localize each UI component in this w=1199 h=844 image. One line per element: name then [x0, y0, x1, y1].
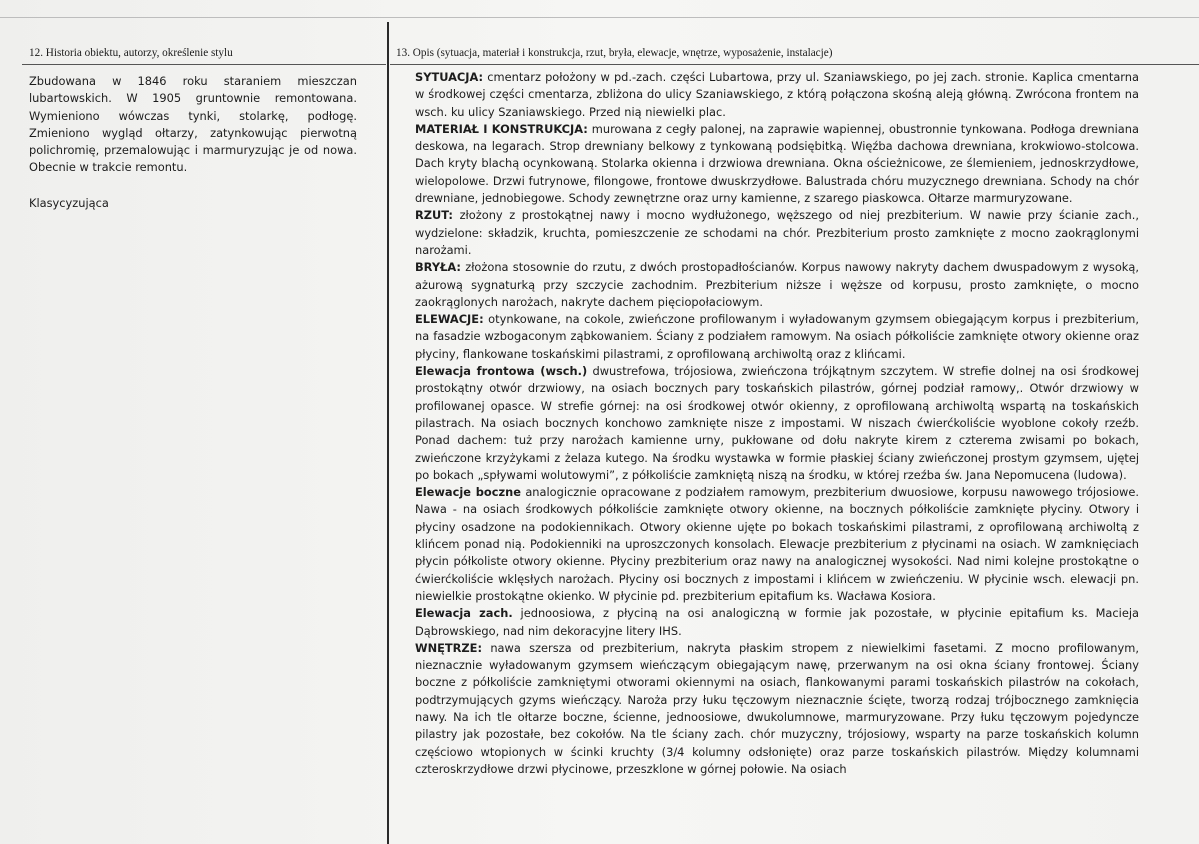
label-west-elevation: Elewacja zach. [415, 606, 513, 621]
text-west-elevation: jednoosiowa, z płyciną na osi analogiczną w formie jak pozostałe, w płycinie epitafium ks. Macieja Dąbrowskiego, nad nim dekoracyjne litery IHS. [415, 606, 1139, 638]
label-side-elevations: Elewacje boczne [415, 485, 521, 500]
section-12-heading: 12. Historia obiektu, autorzy, określenie stylu [29, 47, 233, 59]
description-column [415, 69, 1139, 778]
paragraph-side-elevations [415, 484, 1139, 605]
paragraph-massing [415, 259, 1139, 311]
history-column [29, 73, 357, 212]
paragraph-plan [415, 207, 1139, 259]
text-interior: nawa szersza od prezbiterium, nakryta płaskim stropem z niewielkimi fasetami. Z mocno profilowanym, nieznacznie wyładowanym gzymsem wieńczącym obiegającym nawę, przerwanym na osi okna ściany frontowej. Ściany boczne z półkoliście zamkniętymi otworami okiennymi na osiach, flankowanymi parami toskańskich pilastrów na cokołach, podtrzymujących gzyms wieńczący. Naroża przy łuku tęczowym nieznacznie ścięte, tworzą rodzaj trójbocznego zamknięcia nawy. Na ich tle ołtarze boczne, ścienne, jednoosiowe, dwukolumnowe, marmuryzowane. Przy łuku tęczowym pojedyncze pilastry jak pozostałe, bez cokołów. Na tle ściany zach. chór muzyczny, trójosiowy, wsparty na parze toskańskich kolumn częściowo wtopionych w ścinki kruchty (3/4 kolumny odsłonięte) oraz parze toskańskich pilastrów. Między kolumnami czteroskrzydłowe drzwi płycinowe, przeszklone w górnej połowie. Na osiach [415, 640, 1139, 776]
text-side-elevations: analogicznie opracowane z podziałem ramowym, prezbiterium dwuosiowe, korpusu nawowego trójosiowe. Nawa - na osiach środkowych półkoliście zamknięte otwory okienne, na bocznych półkoliście zamknięte płyciny. Otwory i płyciny osadzone na podokiennikach. Otwory okienne ujęte po bokach toskańskimi pilastrami, z oprofilowaną archiwoltą z klińcem ponad nią. Podokienniki na uproszczonych konsolach. Elewacje prezbiterium z płycinami na osiach. W zamknięciach płycin półkoliste otwory okienne. Płyciny prezbiterium oraz nawy na analogicznej wysokości. Nad nimi kolejne prostokątne o ćwierćkoliście wklęsłych narożach. Płyciny osi bocznych z impostami i klińcem w zwieńczeniu. W płycinie wsch. elewacji pn. niewielkie prostokątne okienko. W płycinie pd. prezbiterium epitafium ks. Wacława Kosiora. [415, 485, 1139, 603]
paragraph-elevations [415, 311, 1139, 363]
paragraph-west-elevation [415, 605, 1139, 640]
paragraph-interior [415, 640, 1139, 778]
style-text: Klasycyzująca [29, 195, 109, 210]
left-header-rule [22, 64, 386, 65]
label-material: MATERIAŁ I KONSTRUKCJA: [415, 121, 588, 136]
text-massing: złożona stosownie do rzutu, z dwóch prostopadłościanów. Korpus nawowy nakryty dachem dwuspadowym z wysoką, ażurową sygnaturką przy szczycie zachodnim. Prezbiterium niższe i węższe od korpusu, prosto zamknięte, o mocno zaokrąglonych narożach, nakryte dachem pięciopołaciowym. [415, 260, 1139, 309]
text-material: murowana z cegły palonej, na zaprawie wapiennej, obustronnie tynkowana. Podłoga drewniana deskowa, na legarach. Strop drewniany belkowy z tynkowaną podsiębitką. Więźba dachowa drewniana, krokwiowo-stolcowa. Dach kryty blachą ocynkowaną. Stolarka okienna i drzwiowa drewniana. Okna ościeżnicowe, ze ślemieniem, jednoskrzydłowe, wielopolowe. Drzwi futrynowe, filongowe, frontowe dwuskrzydłowe. Balustrada chóru muzycznego drewniana. Schody na chór drewniane, jednobiegowe. Schody zewnętrzne oraz urny kamienne, z szarego piaskowca. Ołtarze marmuryzowane. [415, 121, 1139, 206]
right-header-rule [390, 64, 1199, 65]
paragraph-front-elevation [415, 363, 1139, 484]
section-13-heading: 13. Opis (sytuacja, materiał i konstrukcja, rzut, bryła, elewacje, wnętrze, wyposażenie, instalacje) [396, 47, 833, 59]
label-interior: WNĘTRZE: [415, 640, 483, 655]
label-situation: SYTUACJA: [415, 70, 484, 84]
text-elevations: otynkowane, na cokole, zwieńczone profilowanym i wyładowanym gzymsem obiegającym korpus i prezbiterium, na fasadzie wzbogaconym ząbkowaniem. Ściany z podziałem ramowym. Na osiach półkoliście zamknięte otwory okienne oraz płyciny, flankowane toskańskimi pilastrami, z oprofilowaną archiwoltą oraz z klińcami. [415, 312, 1139, 361]
label-massing: BRYŁA: [415, 260, 461, 275]
paragraph-situation [415, 69, 1139, 121]
history-text: Zbudowana w 1846 roku staraniem mieszczan lubartowskich. W 1905 gruntownie remontowana. Wymieniono wówczas tynki, stolarkę, podłogę. Zmieniono wygląd ołtarzy, zatynkowując pierwotną polichromię, przemalowując i marmuryzując je od nowa. Obecnie w trakcie remontu. [29, 74, 357, 175]
text-front-elevation: dwustrefowa, trójosiowa, zwieńczona trójkątnym szczytem. W strefie dolnej na osi środkowej prostokątny otwór drzwiowy, na osiach bocznych pary toskańskich pilastrów, górnej podział ramowy,. Otwór drzwiowy w profilowanej opasce. W strefie górnej: na osi środkowej otwór okienny, z oprofilowaną archiwoltą wspartą na toskańskich pilastrach. Na osiach bocznych konchowo zamknięte nisze z impostami. W niszach ćwierćkoliście wyoblone cokoły rzeźb. Ponad dachem: tuż przy narożach kamienne urny, pukłowane od dołu nakryte kirem z czterema zwisami po bokach, zwieńczone krzyżykami z żelaza kutego. Na środku wystawka w formie płaskiej ściany zwieńczonej prostym gzymsem, ujętej po bokach „spływami wolutowymi”, z półkoliście zamkniętą niszą na środku, w której rzeźba św. Jana Nepomucena (ludowa). [415, 364, 1139, 482]
text-plan: złożony z prostokątnej nawy i mocno wydłużonego, węższego od niej prezbiterium. W nawie przy ścianie zach., wydzielone: składzik, kruchta, pomieszczenie ze schodami na chór. Prezbiterium prosto zamknięte z mocno zaokrąglonymi narożami. [415, 208, 1139, 257]
label-plan: RZUT: [415, 208, 453, 223]
label-elevations: ELEWACJE: [415, 312, 484, 327]
paragraph-material [415, 121, 1139, 207]
column-divider [387, 22, 389, 844]
top-rule [0, 17, 1199, 18]
label-front-elevation: Elewacja frontowa (wsch.) [415, 364, 588, 379]
text-situation: cmentarz położony w pd.-zach. części Lubartowa, przy ul. Szaniawskiego, po jej zach. stronie. Kaplica cmentarna w środkowej części cmentarza, zbliżona do ulicy Szaniawskiego, z którą połączona skośną aleją główną. Zwrócona frontem na wsch. ku ulicy Szaniawskiego. Przed nią niewielki plac. [415, 70, 1139, 119]
